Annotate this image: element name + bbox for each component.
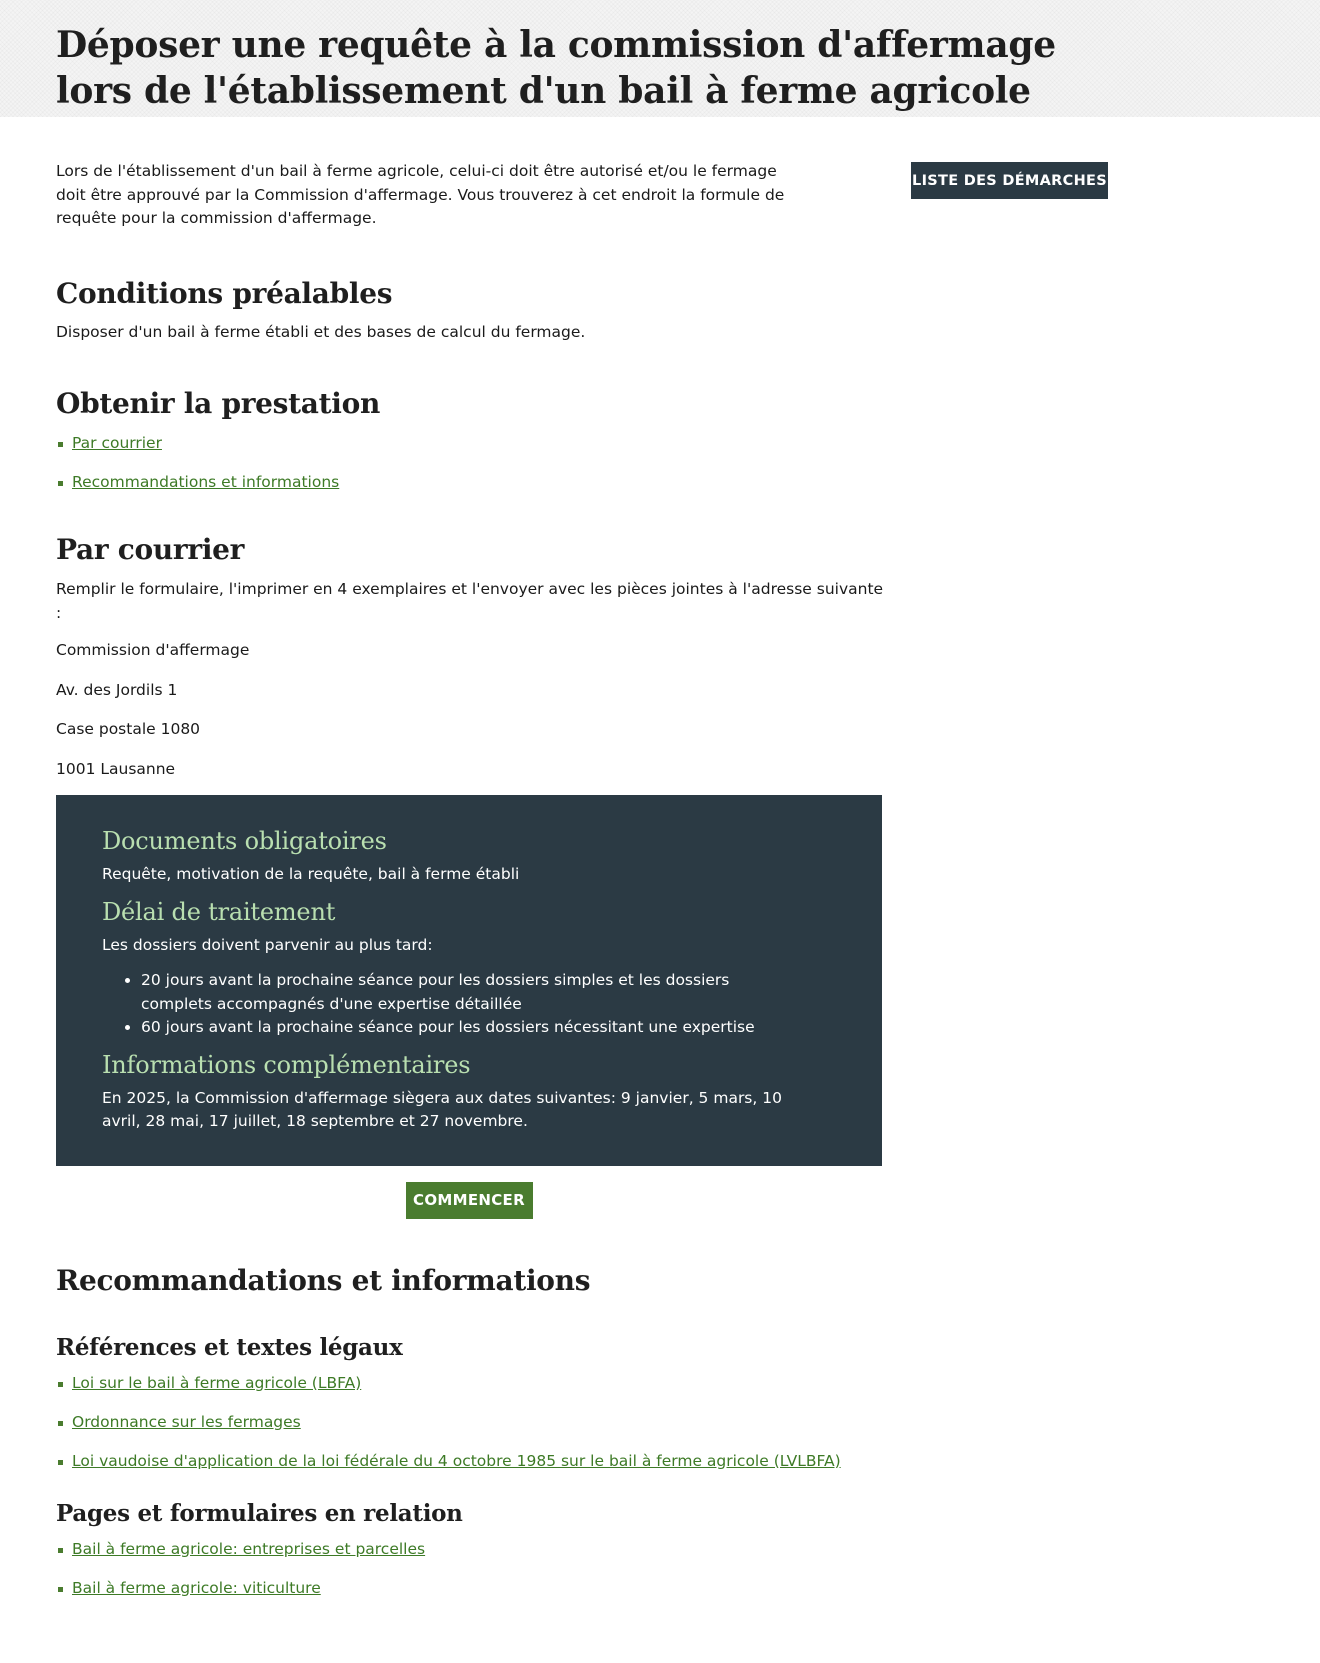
info-text: En 2025, la Commission d'affermage siègera aux dates suivantes: 9 janvier, 5 mars, 10 avril, 28 mai, 17 juillet, 18 septembre et 27 novembre. xyxy=(102,1088,782,1130)
address-line: Case postale 1080 xyxy=(56,720,201,738)
docs-text: Requête, motivation de la requête, bail à ferme établi xyxy=(102,865,520,883)
mail-heading: Par courrier xyxy=(56,533,245,566)
link-entreprises-parcelles[interactable]: Bail à ferme agricole: entreprises et parcelles xyxy=(72,1539,426,1558)
link-viticulture[interactable]: Bail à ferme agricole: viticulture xyxy=(72,1578,321,1597)
link-ordonnance[interactable]: Ordonnance sur les fermages xyxy=(72,1412,301,1431)
list-item: • 20 jours avant la prochaine séance pour les dossiers simples et les dossiers complets accompagnés d'une expertise détaillée xyxy=(141,969,762,1016)
link-recommandations[interactable]: Recommandations et informations xyxy=(72,473,340,491)
delay-text: Les dossiers doivent parvenir au plus tard: xyxy=(102,935,433,954)
list-item xyxy=(56,471,886,494)
address-line: 1001 Lausanne xyxy=(56,759,176,778)
list-item xyxy=(56,1577,886,1600)
related-heading: Pages et formulaires en relation xyxy=(56,1499,463,1527)
conditions-text: Disposer d'un bail à ferme établi et des bases de calcul du fermage. xyxy=(56,322,586,341)
list-item xyxy=(56,1450,886,1473)
list-item xyxy=(56,1411,886,1434)
list-item xyxy=(56,432,886,455)
page-title: Déposer une requête à la commission d'affermage lors de l'établissement d'un bail à ferme agricole xyxy=(56,24,1056,112)
legal-links xyxy=(56,1372,886,1473)
page-header xyxy=(0,0,1320,117)
address-line: Av. des Jordils 1 xyxy=(56,680,178,699)
list-item xyxy=(56,1538,886,1561)
info-heading: Informations complémentaires xyxy=(102,1050,471,1079)
obtain-links xyxy=(56,432,886,494)
link-lbfa[interactable]: Loi sur le bail à ferme agricole (LBFA) xyxy=(72,1373,362,1392)
list-item: • 60 jours avant la prochaine séance pour les dossiers nécessitant une expertise xyxy=(141,1016,762,1040)
start-button[interactable]: COMMENCER xyxy=(406,1182,533,1219)
docs-heading: Documents obligatoires xyxy=(102,827,387,855)
link-par-courrier[interactable]: Par courrier xyxy=(72,434,162,452)
obtain-heading: Obtenir la prestation xyxy=(56,387,381,420)
recommendations-heading: Recommandations et informations xyxy=(56,1263,591,1297)
postal-address xyxy=(56,639,886,781)
info-panel xyxy=(56,795,882,1166)
legal-heading: Références et textes légaux xyxy=(56,1333,403,1361)
main-content xyxy=(56,160,886,1616)
link-lvlbfa[interactable]: Loi vaudoise d'application de la loi fédérale du 4 octobre 1985 sur le bail à ferme agricole (LVLBFA) xyxy=(72,1451,841,1470)
intro-text: Lors de l'établissement d'un bail à ferme agricole, celui-ci doit être autorisé et/ou le fermage doit être approuvé par la Commission d'affermage. Vous trouverez à cet endroit la formule de requête pour la commission d'affermage. xyxy=(56,162,785,227)
conditions-heading: Conditions préalables xyxy=(56,276,393,310)
list-item xyxy=(56,1372,886,1395)
delay-heading: Délai de traitement xyxy=(102,897,336,926)
procedures-list-button[interactable]: LISTE DES DÉMARCHES xyxy=(911,162,1108,199)
related-links xyxy=(56,1538,886,1600)
delay-list xyxy=(102,969,762,1040)
address-line: Commission d'affermage xyxy=(56,641,250,659)
mail-text: Remplir le formulaire, l'imprimer en 4 exemplaires et l'envoyer avec les pièces jointes à l'adresse suivante : xyxy=(56,580,884,622)
